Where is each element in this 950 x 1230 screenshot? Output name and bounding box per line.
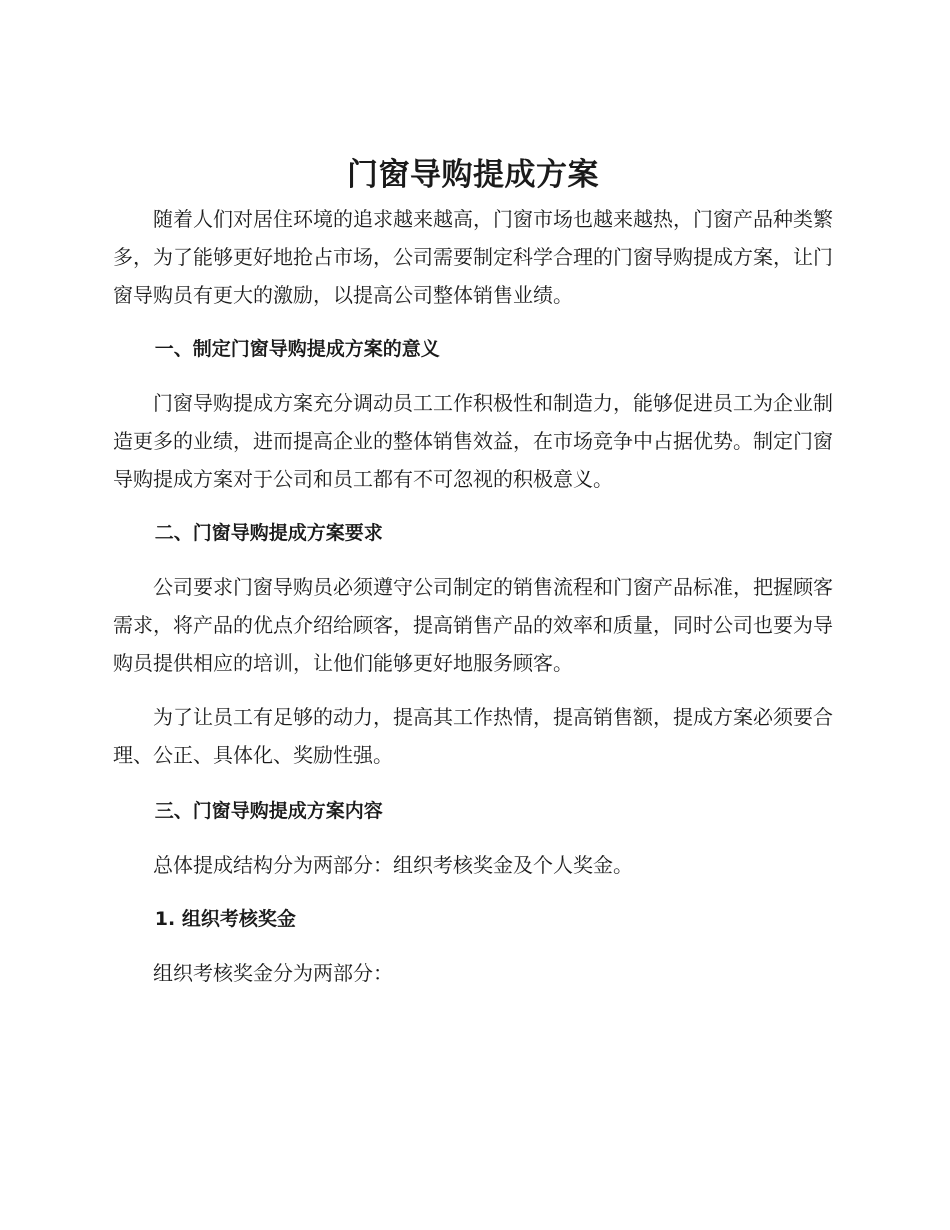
subsection-organization-bonus-paragraph: 组织考核奖金分为两部分： [153, 961, 393, 985]
section-heading-content: 三、门窗导购提成方案内容 [154, 800, 383, 822]
section-content-paragraph: 总体提成结构分为两部分：组织考核奖金及个人奖金。 [153, 853, 633, 877]
section-significance-paragraph: 门窗导购提成方案充分调动员工工作积极性和制造力，能够促进员工为企业制造更多的业绩，进而提高企业的整体销售效益，在市场竞争中占据优势。制定门窗导购提成方案对于公司和员工都有不可忽视的积极意义。 [113, 391, 833, 491]
intro-paragraph: 随着人们对居住环境的追求越来越高，门窗市场也越来越热，门窗产品种类繁多，为了能够更好地抢占市场，公司需要制定科学合理的门窗导购提成方案，让门窗导购员有更大的激励，以提高公司整体销售业绩。 [113, 207, 833, 307]
section-heading-requirements: 二、门窗导购提成方案要求 [154, 522, 383, 544]
document-title: 门窗导购提成方案 [347, 157, 599, 193]
subsection-heading-organization-bonus: 1. 组织考核奖金 [154, 908, 296, 930]
section-requirements-paragraph-1: 公司要求门窗导购员必须遵守公司制定的销售流程和门窗产品标准，把握顾客需求，将产品的优点介绍给顾客，提高销售产品的效率和质量，同时公司也要为导购员提供相应的培训，让他们能够更好地服务顾客。 [113, 575, 833, 675]
document-page [113, 150, 833, 992]
section-heading-significance: 一、制定门窗导购提成方案的意义 [154, 338, 440, 360]
section-requirements-paragraph-2: 为了让员工有足够的动力，提高其工作热情，提高销售额，提成方案必须要合理、公正、具体化、奖励性强。 [113, 705, 833, 767]
